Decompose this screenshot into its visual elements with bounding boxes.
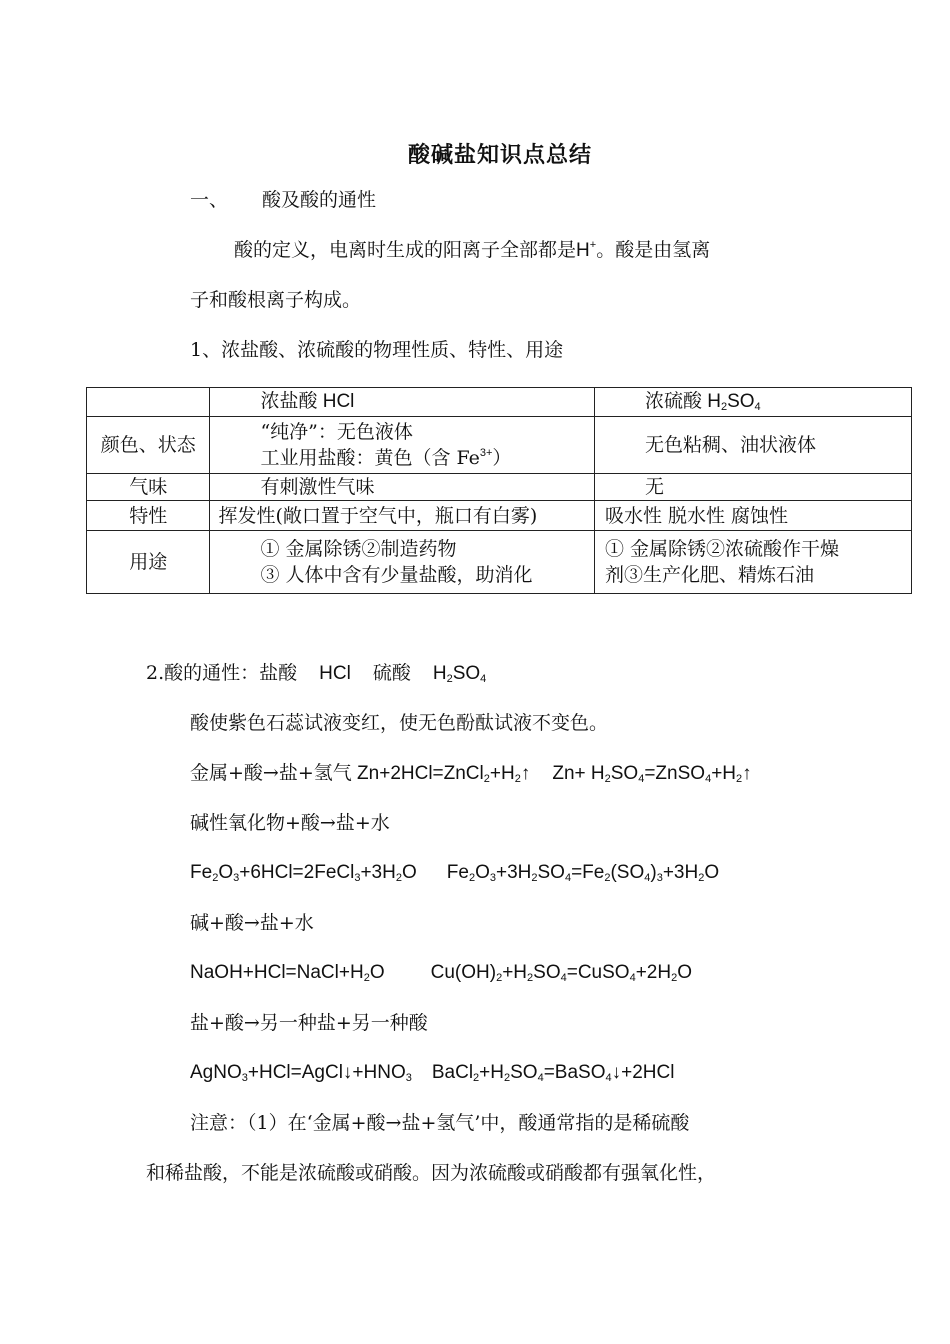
superscript: 3+ xyxy=(479,447,493,459)
cell-line: 剂③生产化肥、精炼石油 xyxy=(604,564,814,586)
row-label: 用途 xyxy=(87,531,210,594)
cell-h2so4: 无 xyxy=(594,474,911,501)
cell-line: “纯净”：无色液体 xyxy=(260,421,413,443)
base-acid-line: 碱+酸→盐+水 xyxy=(190,912,314,934)
cell-text: ） xyxy=(492,447,512,469)
basic-oxide-acid-line: 碱性氧化物+酸→盐+水 xyxy=(190,812,390,834)
subscript: 2 xyxy=(720,401,728,413)
ion-symbol: H xyxy=(576,240,590,261)
indicator-line: 酸使紫色石蕊试液变红，使无色酚酞试液不变色。 xyxy=(190,712,609,734)
table-row xyxy=(87,501,912,531)
properties-table xyxy=(86,387,912,594)
equation: $Zn+2HCl=ZnCl_2+H_2↑$ $Zn+ H_2SO_4=ZnSO_4+H_2↑$ xyxy=(351,763,752,785)
cell-line: ③ 人体中含有少量盐酸，助消化 xyxy=(260,564,533,586)
cell-hcl xyxy=(210,531,595,594)
equation-line-salt: $AgNO_3+HCl=AgCl↓+HNO_3$ $BaCl_2+H_2SO_4=BaSO_4↓+2HCl$ xyxy=(190,1062,675,1084)
header-h2so4-mid: SO xyxy=(727,391,755,412)
header-hcl-text: 浓盐酸 HCl xyxy=(260,391,355,412)
table-row xyxy=(87,474,912,501)
header-h2so4 xyxy=(594,388,911,417)
note-line-1: 注意：（1）在‘金属+酸→盐+氢气’中，酸通常指的是稀硫酸 xyxy=(190,1112,690,1134)
table-cell-empty xyxy=(87,388,210,417)
row-label: 颜色、状态 xyxy=(87,417,210,474)
definition-line-1 xyxy=(234,238,710,263)
cell-h2so4: 无色粘稠、油状液体 xyxy=(594,417,911,474)
ion-charge: + xyxy=(589,239,597,251)
section-title: 酸及酸的通性 xyxy=(262,189,377,211)
header-h2so4-text: 浓硫酸 H xyxy=(644,391,721,412)
subheading-physical-properties: 1、浓盐酸、浓硫酸的物理性质、特性、用途 xyxy=(190,339,564,361)
cell-hcl: 有刺激性气味 xyxy=(210,474,595,501)
salt-acid-line: 盐+酸→另一种盐+另一种酸 xyxy=(190,1012,428,1034)
cell-line xyxy=(260,445,588,471)
cell-h2so4 xyxy=(594,531,911,594)
equation-line-base: $NaOH+HCl=NaCl+H_2O$ $Cu(OH)_2+H_2SO_4=CuSO_4+2H_2O$ xyxy=(190,962,692,984)
cell-line: ① 金属除锈②浓硫酸作干燥 xyxy=(604,538,839,560)
cell-line: ① 金属除锈②制造药物 xyxy=(260,538,457,560)
header-hcl xyxy=(210,388,595,417)
cell-hcl xyxy=(210,417,595,474)
h2so4-formula: $H_2SO_4$ xyxy=(432,663,487,685)
table-header-row xyxy=(87,388,912,417)
equation-line-oxide: $Fe_2O_3+6HCl=2FeCl_3+3H_2O$ $Fe_2O_3+3H_2SO_4=Fe_2(SO_4)_3+3H_2O$ xyxy=(190,862,720,884)
hcl-formula: HCl xyxy=(319,663,351,684)
row-label: 特性 xyxy=(87,501,210,531)
metal-acid-line xyxy=(190,761,752,786)
note-line-2: 和稀盐酸，不能是浓硫酸或硝酸。因为浓硫酸或硝酸都有强氧化性， xyxy=(146,1162,717,1184)
cell-hcl: 挥发性(敞口置于空气中，瓶口有白雾) xyxy=(210,501,595,531)
section2-title: 2.酸的通性：盐酸 xyxy=(146,662,298,684)
h2so4-label: 硫酸 xyxy=(372,662,411,684)
subscript: 4 xyxy=(754,401,761,413)
rule-text: 金属+酸→盐+氢气 xyxy=(190,762,352,784)
definition-line-2: 子和酸根离子构成。 xyxy=(190,289,362,311)
definition-text: 酸的定义，电离时生成的阳离子全部都是 xyxy=(234,239,577,261)
table-row xyxy=(87,531,912,594)
table-row xyxy=(87,417,912,474)
row-label: 气味 xyxy=(87,474,210,501)
definition-text-end: 。酸是由氢离 xyxy=(596,239,711,261)
page-title: 酸碱盐知识点总结 xyxy=(407,142,592,168)
section-heading-1 xyxy=(190,188,376,212)
section-number: 一、 xyxy=(190,189,229,211)
section-heading-2 xyxy=(146,661,486,686)
cell-text: 工业用盐酸：黄色（含 Fe xyxy=(260,447,480,469)
cell-h2so4: 吸水性 脱水性 腐蚀性 xyxy=(594,501,911,531)
